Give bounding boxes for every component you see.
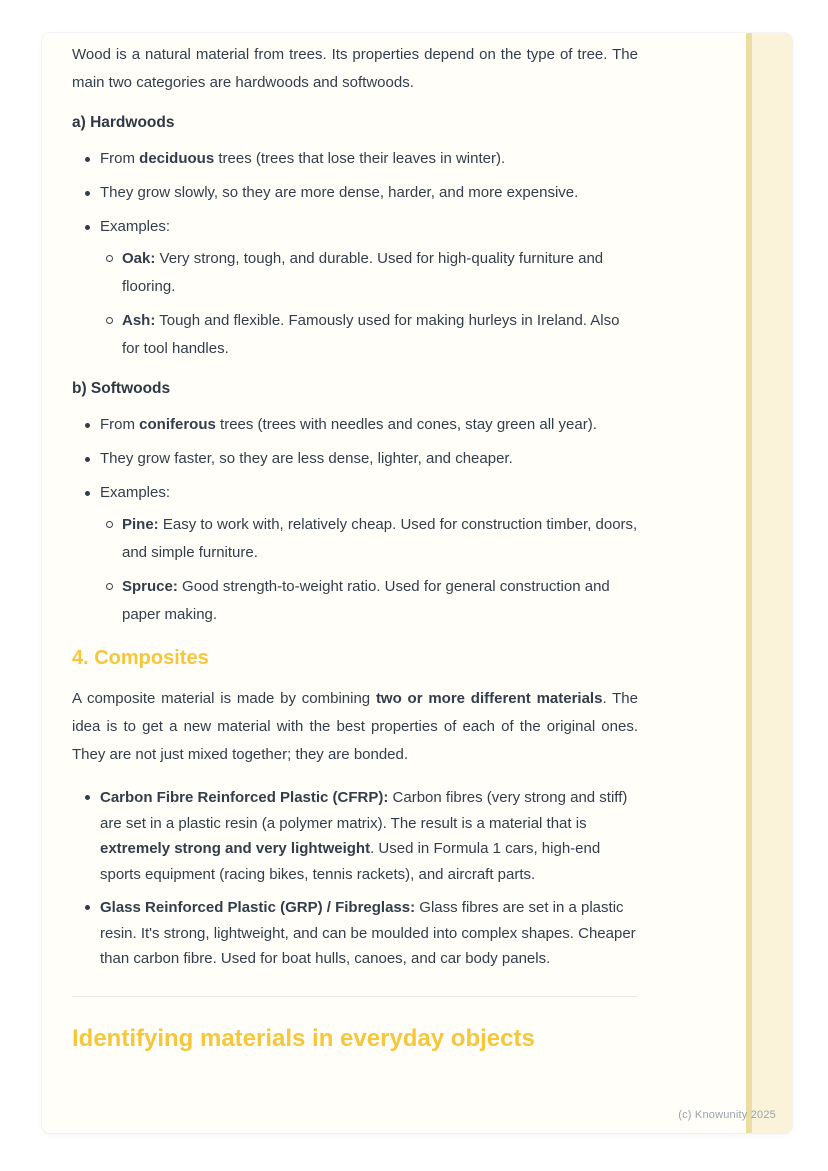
list-item <box>100 411 638 439</box>
bullet-text: Pine: Easy to work with, relatively cheap. Used for construction timber, doors, and simple furniture. <box>122 516 638 561</box>
bullet-text: Ash: Tough and flexible. Famously used for making hurleys in Ireland. Also for tool handles. <box>122 312 620 357</box>
softwoods-examples-list <box>100 511 638 629</box>
hardwoods-list <box>72 145 638 363</box>
composites-list <box>72 785 638 972</box>
section-divider <box>72 996 638 997</box>
list-item <box>100 179 638 207</box>
list-item <box>122 245 638 301</box>
bullet-text: Glass Reinforced Plastic (GRP) / Fibreglass: Glass fibres are set in a plastic resin. It's strong, lightweight, and can be moulded into complex shapes. Cheaper than carbon fibre. Used for boat hulls, canoes, and car body panels. <box>100 899 636 967</box>
list-item <box>122 307 638 363</box>
list-item <box>122 511 638 567</box>
composites-heading: 4. Composites <box>72 647 209 669</box>
softwoods-heading: b) Softwoods <box>72 380 171 397</box>
bullet-text: From deciduous trees (trees that lose their leaves in winter). <box>100 150 506 167</box>
content-column <box>72 41 638 1055</box>
intro-paragraph: Wood is a natural material from trees. Its properties depend on the type of tree. The main two categories are hardwoods and softwoods. <box>72 46 638 91</box>
list-item <box>122 573 638 629</box>
bullet-text: Carbon Fibre Reinforced Plastic (CFRP): Carbon fibres (very strong and stiff) are set in a plastic resin (a polymer matrix). The result is a material that is extremely strong and very lightweight. Used in Formula 1 cars, high-end sports equipment (racing bikes, tennis rackets), and aircraft parts. <box>100 789 628 883</box>
watermark: (c) Knowunity 2025 <box>678 1109 776 1121</box>
list-item <box>100 785 638 887</box>
bullet-text: From coniferous trees (trees with needles and cones, stay green all year). <box>100 416 597 433</box>
softwoods-list <box>72 411 638 629</box>
composites-paragraph: A composite material is made by combining two or more different materials. The idea is to get a new material with the best properties of each of the original ones. They are not just mixed together; they are bonded. <box>72 690 638 763</box>
bullet-text: Examples: <box>100 484 171 501</box>
hardwoods-examples-list <box>100 245 638 363</box>
list-item <box>100 145 638 173</box>
bullet-text: Spruce: Good strength-to-weight ratio. Used for general construction and paper making. <box>122 578 610 623</box>
hardwoods-heading: a) Hardwoods <box>72 114 175 131</box>
bullet-text: They grow faster, so they are less dense, lighter, and cheaper. <box>100 450 513 467</box>
list-item <box>100 213 638 363</box>
bullet-text: They grow slowly, so they are more dense, harder, and more expensive. <box>100 184 579 201</box>
bullet-text: Examples: <box>100 218 171 235</box>
page-margin-strip <box>746 33 792 1133</box>
list-item <box>100 445 638 473</box>
list-item <box>100 895 638 972</box>
document-page <box>42 33 792 1133</box>
bullet-text: Oak: Very strong, tough, and durable. Used for high-quality furniture and flooring. <box>122 250 604 295</box>
identifying-heading: Identifying materials in everyday objects <box>72 1024 535 1052</box>
list-item <box>100 479 638 629</box>
